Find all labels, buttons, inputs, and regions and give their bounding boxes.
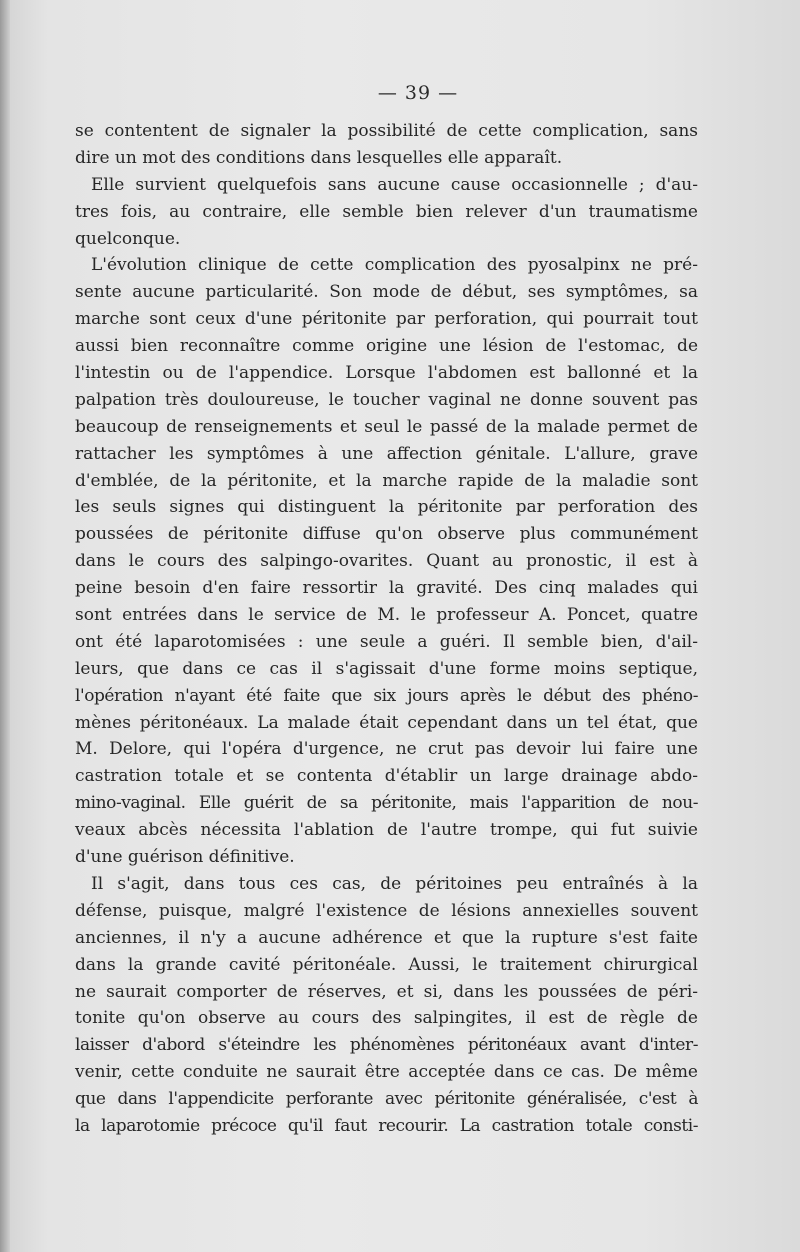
- text-line: poussées de péritonite diffuse qu'on observe plus communément: [75, 524, 698, 545]
- text-line: d'une guérison définitive.: [75, 847, 295, 868]
- text-line: mènes péritonéaux. La malade était cependant dans un tel état, que: [75, 712, 698, 733]
- text-line: dans la grande cavité péritonéale. Aussi, le traitement chirurgical: [75, 954, 698, 975]
- text-line: rattacher les symptômes à une affection génitale. L'allure, grave: [75, 443, 698, 464]
- text-line: venir, cette conduite ne saurait être acceptée dans ce cas. De même: [75, 1062, 698, 1083]
- text-line: se contentent de signaler la possibilité de cette complication, sans: [75, 121, 698, 141]
- text-line: dire un mot des conditions dans lesquelles elle apparaît.: [75, 147, 563, 168]
- text-line: veaux abcès nécessita l'ablation de l'autre trompe, qui fut suivie: [75, 820, 698, 841]
- text-line: L'évolution clinique de cette complication des pyosalpinx ne pré-: [91, 255, 698, 276]
- body-text: [75, 118, 698, 1140]
- text-line: tonite qu'on observe au cours des salpingites, il est de règle de: [75, 1008, 698, 1029]
- text-line: défense, puisque, malgré l'existence de lésions annexielles souvent: [75, 900, 698, 921]
- page-left-edge-shadow: [0, 0, 10, 1252]
- text-line: dans le cours des salpingo-ovarites. Quant au pronostic, il est à: [75, 551, 698, 572]
- text-line: palpation très douloureuse, le toucher vaginal ne donne souvent pas: [75, 389, 698, 410]
- text-line: les seuls signes qui distinguent la péritonite par perforation des: [75, 497, 698, 518]
- text-line: leurs, que dans ce cas il s'agissait d'une forme moins septique,: [75, 658, 698, 679]
- text-line: mino-vaginal. Elle guérit de sa péritonite, mais l'apparition de nou-: [75, 793, 698, 814]
- text-line: anciennes, il n'y a aucune adhérence et que la rupture s'est faite: [75, 927, 698, 948]
- text-line: tres fois, au contraire, elle semble bien relever d'un traumatisme: [75, 201, 698, 222]
- text-line: l'intestin ou de l'appendice. Lorsque l'abdomen est ballonné et la: [75, 363, 698, 384]
- text-line: quelconque.: [75, 228, 181, 249]
- text-line: beaucoup de renseignements et seul le passé de la malade permet de: [75, 416, 698, 437]
- text-line: castration totale et se contenta d'établir un large drainage abdo-: [75, 766, 698, 787]
- text-line: sente aucune particularité. Son mode de début, ses symptômes, sa: [75, 282, 698, 303]
- page-number: — 39 —: [377, 82, 459, 104]
- text-line: la laparotomie précoce qu'il faut recourir. La castration totale consti-: [75, 1115, 698, 1136]
- text-line: marche sont ceux d'une péritonite par perforation, qui pourrait tout: [75, 309, 698, 330]
- text-line: Il s'agit, dans tous ces cas, de péritoines peu entraînés à la: [91, 873, 698, 894]
- text-line: ont été laparotomisées : une seule a guéri. Il semble bien, d'ail-: [75, 631, 698, 652]
- text-line: peine besoin d'en faire ressortir la gravité. Des cinq malades qui: [75, 578, 698, 599]
- text-line: d'emblée, de la péritonite, et la marche rapide de la maladie sont: [75, 470, 698, 491]
- text-line: Elle survient quelquefois sans aucune cause occasionnelle ; d'au-: [91, 174, 698, 195]
- text-line: aussi bien reconnaître comme origine une lésion de l'estomac, de: [75, 336, 698, 357]
- text-line: laisser d'abord s'éteindre les phénomènes péritonéaux avant d'inter-: [75, 1035, 698, 1056]
- text-line: ne saurait comporter de réserves, et si, dans les poussées de péri-: [75, 981, 698, 1002]
- text-line: l'opération n'ayant été faite que six jours après le début des phéno-: [75, 685, 698, 706]
- text-line: sont entrées dans le service de M. le professeur A. Poncet, quatre: [75, 605, 698, 626]
- text-line: que dans l'appendicite perforante avec péritonite généralisée, c'est à: [75, 1089, 698, 1110]
- text-line: M. Delore, qui l'opéra d'urgence, ne crut pas devoir lui faire une: [75, 739, 698, 760]
